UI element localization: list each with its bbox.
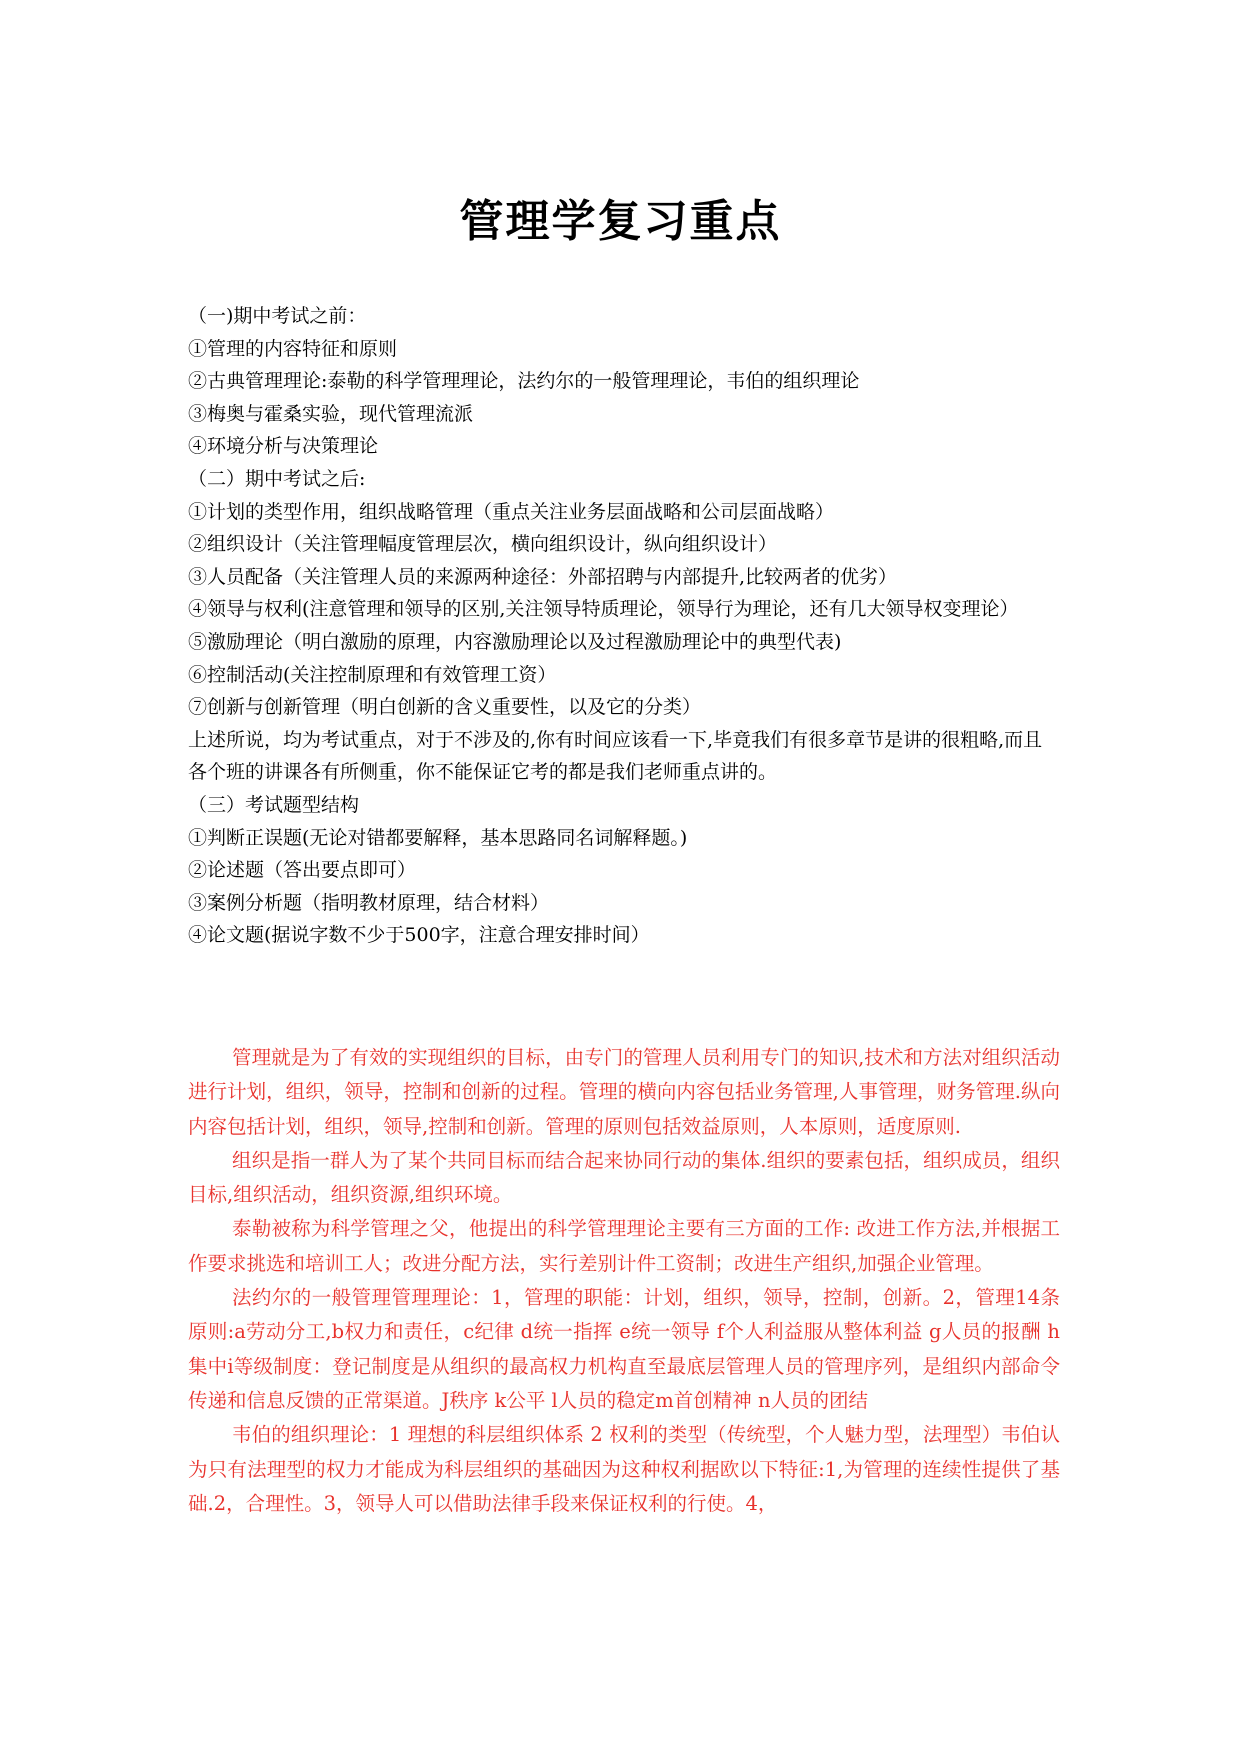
note-paragraph-management-definition: 管理就是为了有效的实现组织的目标，由专门的管理人员利用专门的知识,技术和方法对组织活动进行计划，组织，领导，控制和创新的过程。管理的横向内容包括业务管理,人事管理，财务管理.纵向内容包括计划，组织，领导,控制和创新。管理的原则包括效益原则，人本原则，适度原则. [188,1046,1060,1138]
document-title: 管理学复习重点 [459,196,782,247]
note-paragraph-fayol: 法约尔的一般管理管理理论：1，管理的职能：计划，组织，领导，控制，创新。2，管理14条原则:a劳动分工,b权力和责任，c纪律 d统一指挥 e统一领导 f个人利益服从整体利益 g人员的报酬 h集中i等级制度：登记制度是从组织的最高权力机构直至最底层管理人员的管理序列，是组织内部命令传递和信息反馈的正常渠道。J秩序 k公平 l人员的稳定m首创精神 n人员的团结 [188,1286,1060,1412]
section-heading-before-midterm: （一)期中考试之前： [188,305,367,327]
study-notes [188,1041,1060,1521]
outline-item: ①管理的内容特征和原则 [188,337,398,360]
outline-item: ①判断正误题(无论对错都要解释，基本思路同名词解释题。) [188,826,688,849]
outline-item: ④领导与权利(注意管理和领导的区别,关注领导特质理论，领导行为理论，还有几大领导权变理论） [188,598,1019,621]
outline-item: ⑦创新与创新管理（明白创新的含义重要性，以及它的分类） [188,696,702,719]
outline-item: ②论述题（答出要点即可） [188,859,417,882]
outline-item: ⑥控制活动(关注控制原理和有效管理工资） [188,663,557,686]
outline-item: ③梅奥与霍桑实验，现代管理流派 [188,402,474,425]
note-paragraph-organization-definition: 组织是指一群人为了某个共同目标而结合起来协同行动的集体.组织的要素包括，组织成员，组织目标,组织活动，组织资源,组织环境。 [188,1148,1060,1207]
outline-item: ④论文题(据说字数不少于500字，注意合理安排时间） [188,924,650,947]
outline-item: ①计划的类型作用，组织战略管理（重点关注业务层面战略和公司层面战略） [188,500,835,523]
outline-item: ⑤激励理论（明白激励的原理，内容激励理论以及过程激励理论中的典型代表) [188,630,842,653]
outline-item: ③案例分析题（指明教材原理，结合材料） [188,891,550,914]
outline-item: ②古典管理理论:泰勒的科学管理理论，法约尔的一般管理理论，韦伯的组织理论 [188,370,860,393]
exam-focus-note: 上述所说，均为考试重点，对于不涉及的,你有时间应该看一下,毕竟我们有很多章节是讲的很粗略,而且各个班的讲课各有所侧重，你不能保证它考的都是我们老师重点讲的。 [188,728,1043,784]
section-heading-question-types: （三）考试题型结构 [188,793,360,816]
review-outline [188,300,1068,952]
outline-item: ④环境分析与决策理论 [188,435,379,458]
outline-item: ②组织设计（关注管理幅度管理层次，横向组织设计，纵向组织设计） [188,533,778,556]
note-paragraph-weber: 韦伯的组织理论：1 理想的科层组织体系 2 权利的类型（传统型，个人魅力型，法理型）韦伯认为只有法理型的权力才能成为科层组织的基础因为这种权利据欧以下特征:1,为管理的连续性提供了基础.2，合理性。3，领导人可以借助法律手段来保证权利的行使。4， [188,1423,1060,1515]
section-heading-after-midterm: （二）期中考试之后: [188,467,366,490]
outline-item: ③人员配备（关注管理人员的来源两种途径：外部招聘与内部提升,比较两者的优劣） [188,565,898,588]
note-paragraph-taylor: 泰勒被称为科学管理之父，他提出的科学管理理论主要有三方面的工作: 改进工作方法,并根据工作要求挑选和培训工人；改进分配方法，实行差别计件工资制；改进生产组织,加强企业管理。 [188,1217,1060,1275]
